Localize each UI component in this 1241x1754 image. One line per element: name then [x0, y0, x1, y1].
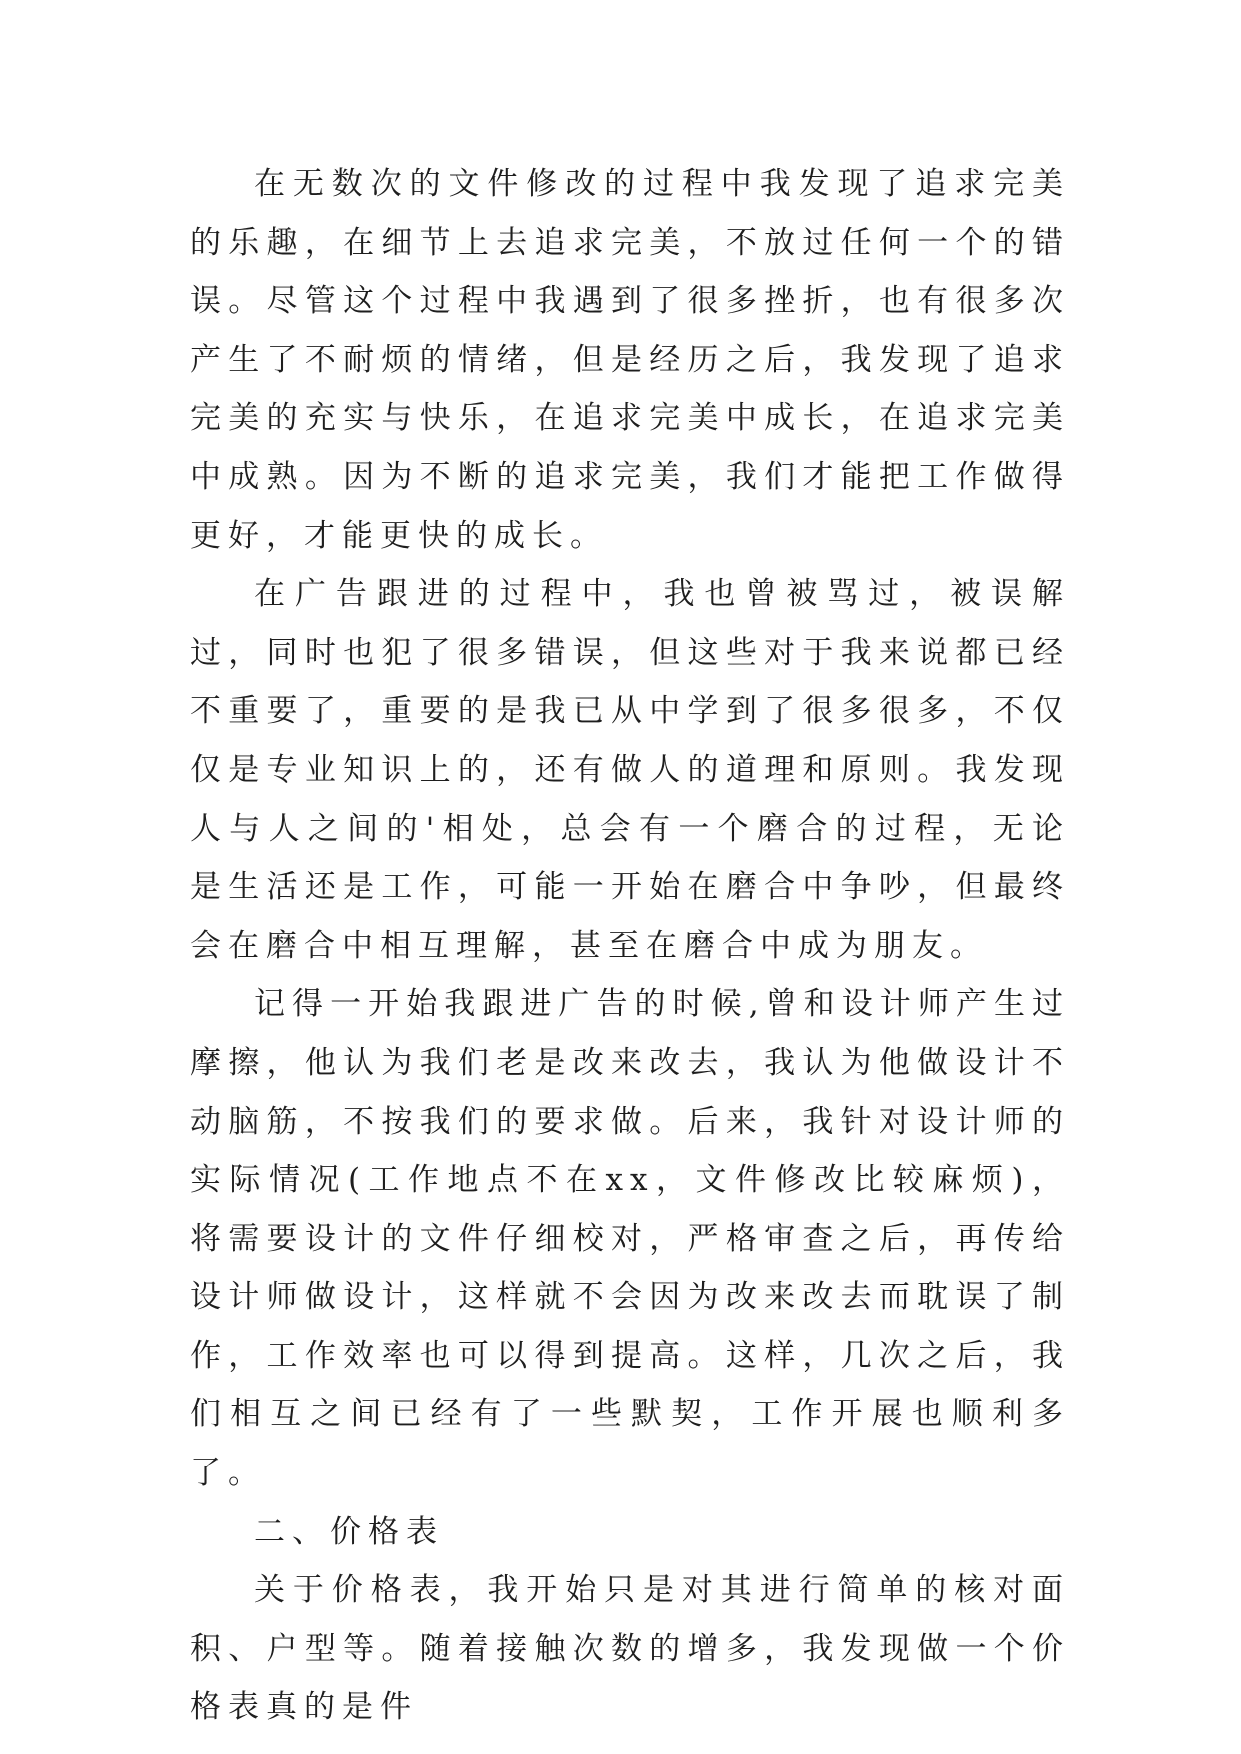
paragraph-price-table: 关于价格表，我开始只是对其进行简单的核对面积、户型等。随着接触次数的增多，我发现做一个价格表真的是件 [190, 1572, 1070, 1726]
paragraph-designer: 记得一开始我跟进广告的时候,曾和设计师产生过摩擦，他认为我们老是改来改去，我认为他做设计不动脑筋，不按我们的要求做。后来，我针对设计师的实际情况(工作地点不在xx，文件修改比较麻烦)，将需要设计的文件仔细校对，严格审查之后，再传给设计师做设计，这样就不会因为改来改去而耽误了制作，工作效率也可以得到提高。这样，几次之后，我们相互之间已经有了一些默契，工作开展也顺利多了。 [190, 986, 1070, 1492]
paragraph-perfection: 在无数次的文件修改的过程中我发现了追求完美的乐趣，在细节上去追求完美，不放过任何一个的错误。尽管这个过程中我遇到了很多挫折，也有很多次产生了不耐烦的情绪，但是经历之后，我发现了追求完美的充实与快乐，在追求完美中成长，在追求完美中成熟。因为不断的追求完美，我们才能把工作做得更好，才能更快的成长。 [190, 166, 1070, 554]
paragraph-ad-followup: 在广告跟进的过程中，我也曾被骂过，被误解过，同时也犯了很多错误，但这些对于我来说都已经不重要了，重要的是我已从中学到了很多很多，不仅仅是专业知识上的，还有做人的道理和原则。我发现人与人之间的'相处，总会有一个磨合的过程，无论是生活还是工作，可能一开始在磨合中争吵，但最终会在磨合中相互理解，甚至在磨合中成为朋友。 [190, 576, 1070, 964]
document-body [190, 155, 1070, 1737]
section-heading-price-table: 二、价格表 [254, 1513, 444, 1550]
